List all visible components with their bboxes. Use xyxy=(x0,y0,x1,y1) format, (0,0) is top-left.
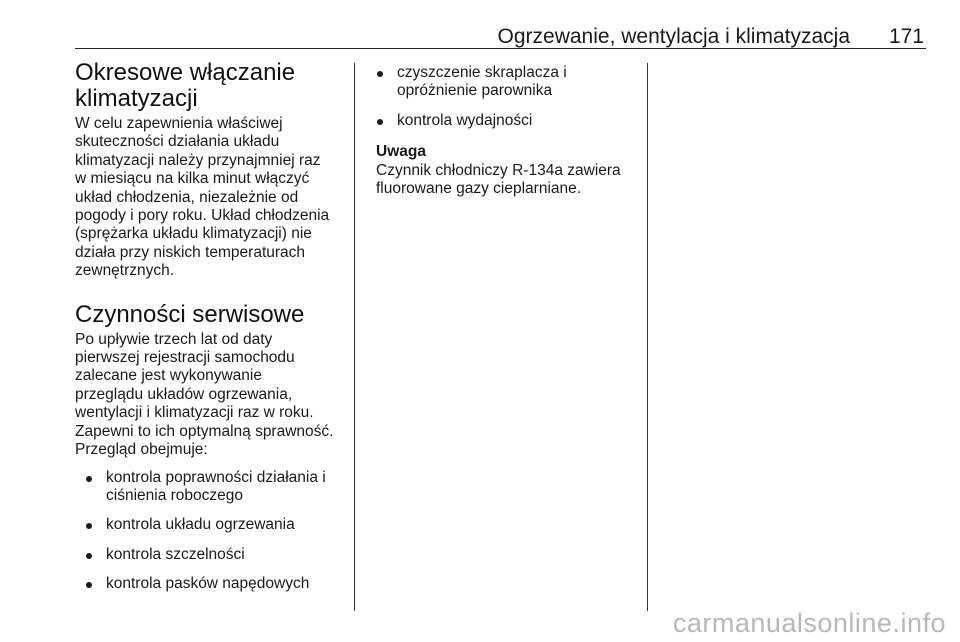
list-item-line: opróżnienie parownika xyxy=(397,82,553,100)
note-body xyxy=(376,162,638,199)
bullet-icon xyxy=(377,119,383,125)
body-line: zalecane jest wykonywanie xyxy=(75,367,262,385)
body-line: Zapewni to ich optymalną sprawność. xyxy=(75,422,334,440)
body-line: W celu zapewnienia właściwej xyxy=(75,115,283,132)
bullet-icon xyxy=(86,553,92,559)
service-checklist-continued xyxy=(376,64,638,130)
list-item-line: ciśnienia roboczego xyxy=(106,486,244,504)
list-item xyxy=(75,469,345,506)
list-item-line: kontrola szczelności xyxy=(106,545,245,563)
section-title-service: Czynności serwisowe xyxy=(75,300,305,328)
page-header xyxy=(75,26,926,49)
list-item-line: czyszczenie skraplacza i xyxy=(397,64,567,81)
body-line: wentylacji i klimatyzacji raz w roku. xyxy=(75,404,314,422)
header-title: Ogrzewanie, wentylacja i klimatyzacja xyxy=(497,25,850,48)
list-item-line: kontrola układu ogrzewania xyxy=(106,516,295,534)
body-line: (sprężarka układu klimatyzacji) nie xyxy=(75,225,312,243)
list-item xyxy=(75,516,345,534)
list-item xyxy=(75,575,345,593)
bullet-icon xyxy=(86,523,92,529)
watermark: carmanualsonline.info xyxy=(672,608,946,638)
list-item xyxy=(376,112,638,130)
bullet-icon xyxy=(377,71,383,77)
section-title-line: Okresowe włączanie xyxy=(75,59,296,86)
column-divider-2 xyxy=(647,63,648,611)
list-item-line: kontrola poprawności działania i xyxy=(106,468,326,486)
body-line: działa przy niskich temperaturach xyxy=(75,243,306,261)
note-title: Uwaga xyxy=(376,143,426,161)
section-body-service xyxy=(75,331,345,460)
list-item xyxy=(376,64,638,101)
list-item xyxy=(75,546,345,564)
body-line: układ chłodzenia, niezależnie od xyxy=(75,188,299,206)
section-title-ac-periodic xyxy=(75,60,345,112)
body-line: Po upływie trzech lat od daty xyxy=(75,330,273,348)
body-line: pogody i pory roku. Układ chłodzenia xyxy=(75,207,330,225)
column-2 xyxy=(376,60,638,198)
body-line: zewnętrznych. xyxy=(75,262,175,280)
bullet-icon xyxy=(86,582,92,588)
body-line: pierwszej rejestracji samochodu xyxy=(75,349,295,367)
body-line: skuteczności działania układu xyxy=(75,133,280,151)
column-divider-1 xyxy=(354,63,355,611)
column-1 xyxy=(75,60,345,594)
section-body-ac-periodic xyxy=(75,115,345,281)
body-line: Przegląd obejmuje: xyxy=(75,441,208,459)
page-number: 171 xyxy=(888,25,924,48)
note-line: fluorowane gazy cieplarniane. xyxy=(376,180,582,198)
note-line: Czynnik chłodniczy R-134a zawiera xyxy=(376,161,621,179)
body-line: klimatyzacji należy przynajmniej raz xyxy=(75,151,321,169)
body-line: przeglądu układów ogrzewania, xyxy=(75,385,293,403)
list-item-line: kontrola pasków napędowych xyxy=(106,575,310,593)
service-checklist xyxy=(75,469,345,594)
list-item-line: kontrola wydajności xyxy=(397,111,533,129)
bullet-icon xyxy=(86,476,92,482)
section-title-line: klimatyzacji xyxy=(75,85,198,112)
body-line: w miesiącu na kilka minut włączyć xyxy=(75,170,310,188)
